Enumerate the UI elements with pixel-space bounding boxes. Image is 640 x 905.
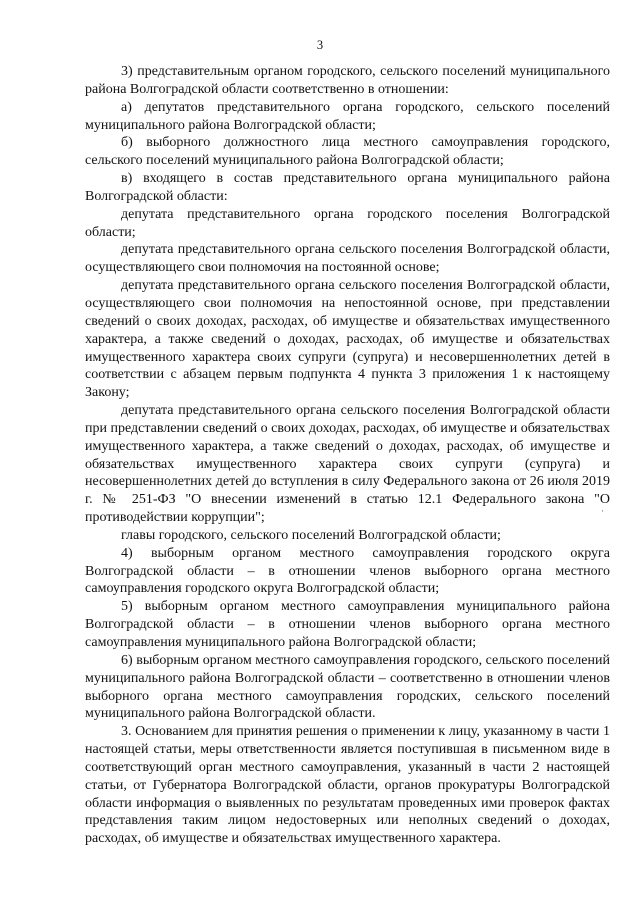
paragraph-subitem-b: б) выборного должностного лица местного самоуправления городского, сельского поселений муниципального района Волгоградской области; — [85, 135, 610, 169]
scan-dot-mark: · — [601, 506, 604, 516]
paragraph-item-5: 5) выборным органом местного самоуправления муниципального района Волгоградской области – в отношении членов выборного органа местного самоуправления муниципального района Волгоградской области; — [85, 599, 610, 650]
paragraph-subitem-v: в) входящего в состав представительного органа муниципального района Волгоградской области: — [85, 171, 610, 204]
paragraph-item-4: 4) выборным органом местного самоуправления городского округа Волгоградской области – в отношении членов выборного органа местного самоуправления городского округа Волгоградской области; — [85, 545, 610, 597]
page-number: 3 — [316, 38, 324, 52]
paragraph-deputy-rural-nonpermanent: депутата представительного органа сельского поселения Волгоградской области, осуществляющего свои полномочия на непостоянной основе, при представлении сведений о своих доходах, расходах, об имуществе и обязательствах имущественного характера, а также сведений о доходах, расходах, об имуществе и обязательствах имущественного характера своих супруги (супруга) и несовершеннолетних детей в соответствии с абзацем первым подпункта 4 пункта 3 приложения 1 к настоящему Закону; — [85, 278, 610, 401]
paragraph-subitem-a: а) депутатов представительного органа городского, сельского поселений муниципального района Волгоградской области; — [85, 99, 610, 133]
paragraph-item-6: 6) выборным органом местного самоуправления городского, сельского поселений муниципального района Волгоградской области – соответственно в отношении членов выборного органа местного самоуправления городских, сельского поселений муниципального района Волгоградской области. — [85, 652, 610, 722]
paragraph-deputy-rural-permanent: депутата представительного органа сельского поселения Волгоградской области, осуществляющего свои полномочия на постоянной основе; — [85, 242, 610, 276]
paragraph-section-3: 3. Основанием для принятия решения о применении к лицу, указанному в части 1 настоящей статьи, меры ответственности является поступившая в письменном виде в соответствующий орган местного самоуправления, указанный в части 2 настоящей статьи, от Губернатора Волгоградской области, органов прокуратуры Волгоградской области информация о выявленных по результатам проведенных ими проверок фактах представления таким лицом недостоверных или неполных сведений о доходах, расходах, об имуществе и обязательствах имущественного характера. — [85, 724, 610, 847]
paragraph-deputy-rural-before-law: депутата представительного органа сельского поселения Волгоградской области при представлении сведений о своих доходах, расходах, об имуществе и обязательствах имущественного характера, а также сведений о доходах, расходах, об имуществе и обязательствах имущественного характера своих супруги (супруга) и несовершеннолетних детей до вступления в силу Федерального закона от 26 июля 2019 г. № 251-ФЗ "О внесении изменений в статью 12.1 Федерального закона "О противодействии коррупции"; — [85, 403, 610, 526]
paragraph-deputy-urban: депутата представительного органа городского поселения Волгоградской области; — [85, 206, 610, 240]
paragraph-heads: главы городского, сельского поселений Волгоградской области; — [121, 527, 501, 543]
paragraph-item-3: 3) представительным органом городского, сельского поселений муниципального района Волгоградской области соответственно в отношении: — [85, 64, 610, 97]
document-body — [85, 63, 610, 848]
